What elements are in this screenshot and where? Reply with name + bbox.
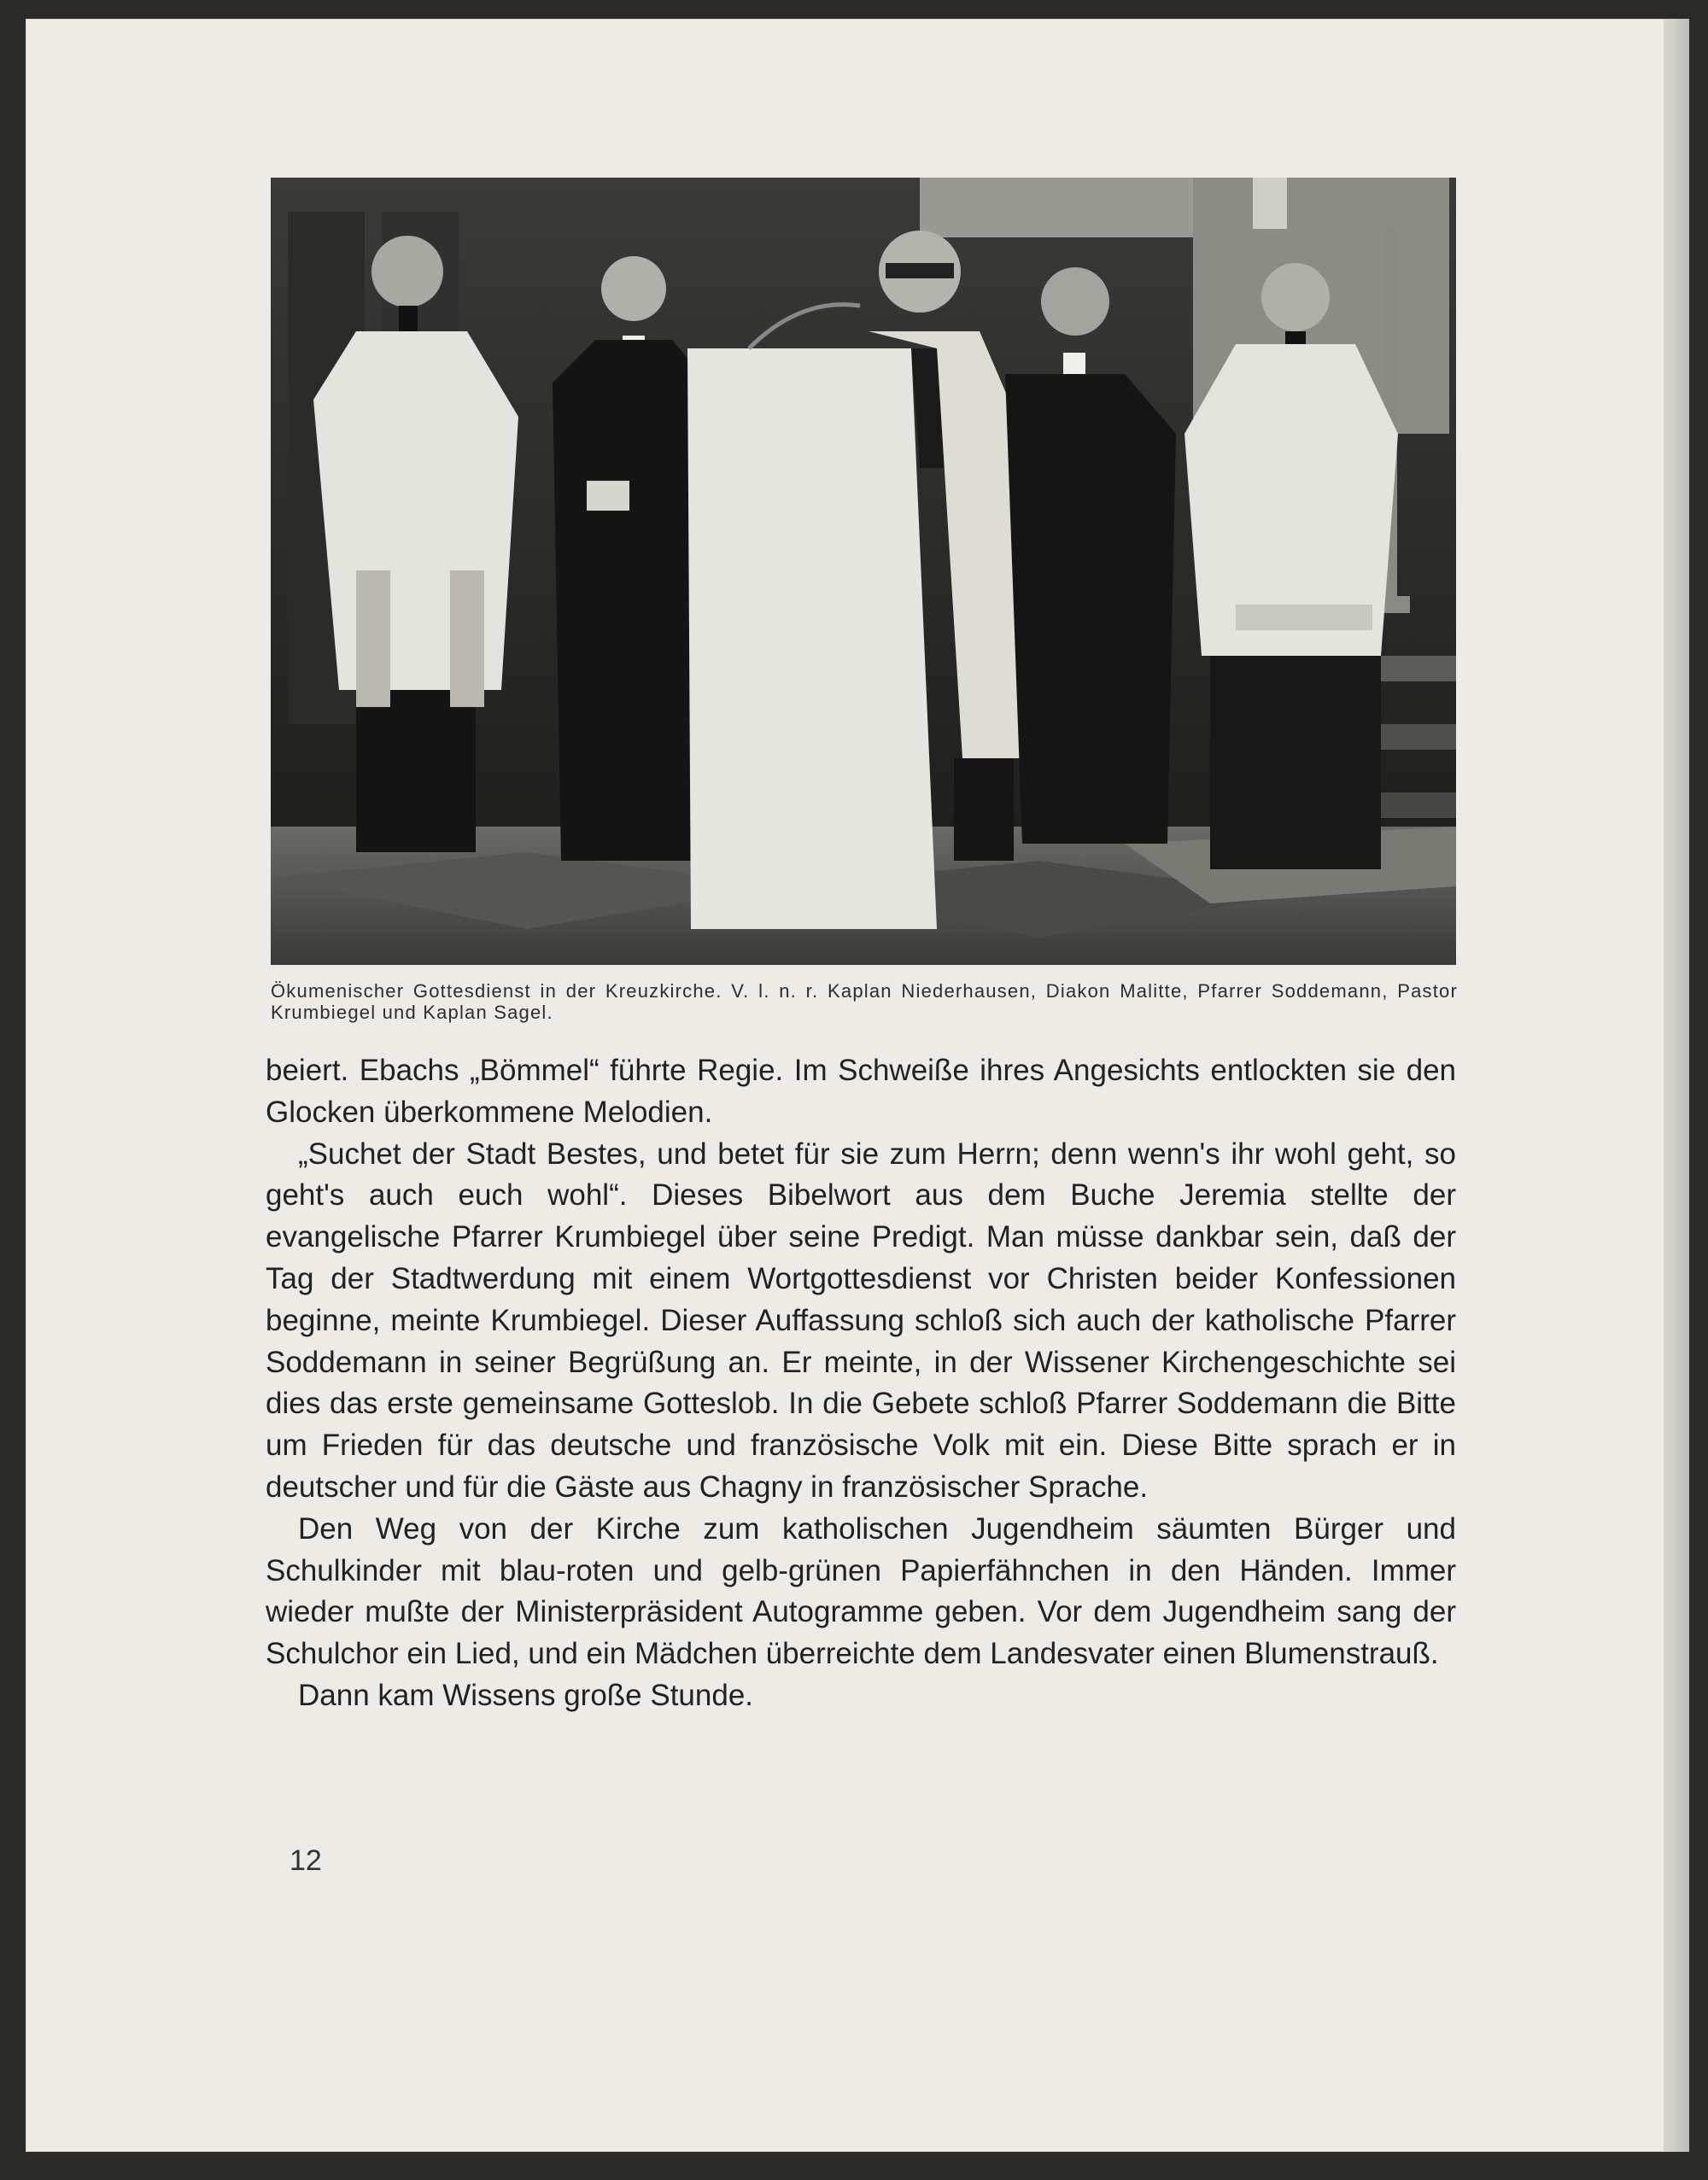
- page-edge: [1664, 19, 1689, 2152]
- body-text: [266, 1050, 1456, 1717]
- paragraph: „Suchet der Stadt Bestes, und betet für sie zum Herrn; denn wenn's ihr wohl geht, so geht's auch euch wohl“. Dieses Bibelwort aus dem Buche Jeremia stellte der evangelische Pfarrer Krumbiegel über seine Predigt. Man müsse dankbar sein, daß der Tag der Stadtwerdung mit einem Wortgottesdienst vor Christen beider Konfessionen beginne, meinte Krumbiegel. Dieser Auffassung schloß sich auch der katholische Pfarrer Soddemann in seiner Begrüßung an. Er meinte, in der Wissener Kirchengeschichte sei dies das erste gemeinsame Gotteslob. In die Gebete schloß Pfarrer Soddemann die Bitte um Frieden für das deutsche und französische Volk mit ein. Diese Bitte sprach er in deutscher und für die Gäste aus Chagny in französischer Sprache.: [266, 1137, 1456, 1504]
- church-photo: [271, 178, 1456, 965]
- photo-caption: Ökumenischer Gottesdienst in der Kreuzkirche. V. l. n. r. Kaplan Niederhausen, Diakon Malitte, Pfarrer Soddemann, Pastor Krumbiegel und Kaplan Sagel.: [271, 980, 1458, 1023]
- paragraph: Den Weg von der Kirche zum katholischen Jugendheim säumten Bürger und Schulkinder mit blau-roten und gelb-grünen Papierfähnchen in den Händen. Immer wieder mußte der Ministerpräsident Autogramme geben. Vor dem Jugendheim sang der Schulchor ein Lied, und ein Mädchen überreichte dem Landesvater einen Blumenstrauß.: [266, 1511, 1456, 1671]
- page-number: 12: [290, 1844, 322, 1877]
- paragraph: Dann kam Wissens große Stunde.: [298, 1678, 754, 1712]
- paragraph: beiert. Ebachs „Bömmel“ führte Regie. Im Schweiße ihres Angesichts entlockten sie den Glocken überkommene Melodien.: [266, 1054, 1456, 1129]
